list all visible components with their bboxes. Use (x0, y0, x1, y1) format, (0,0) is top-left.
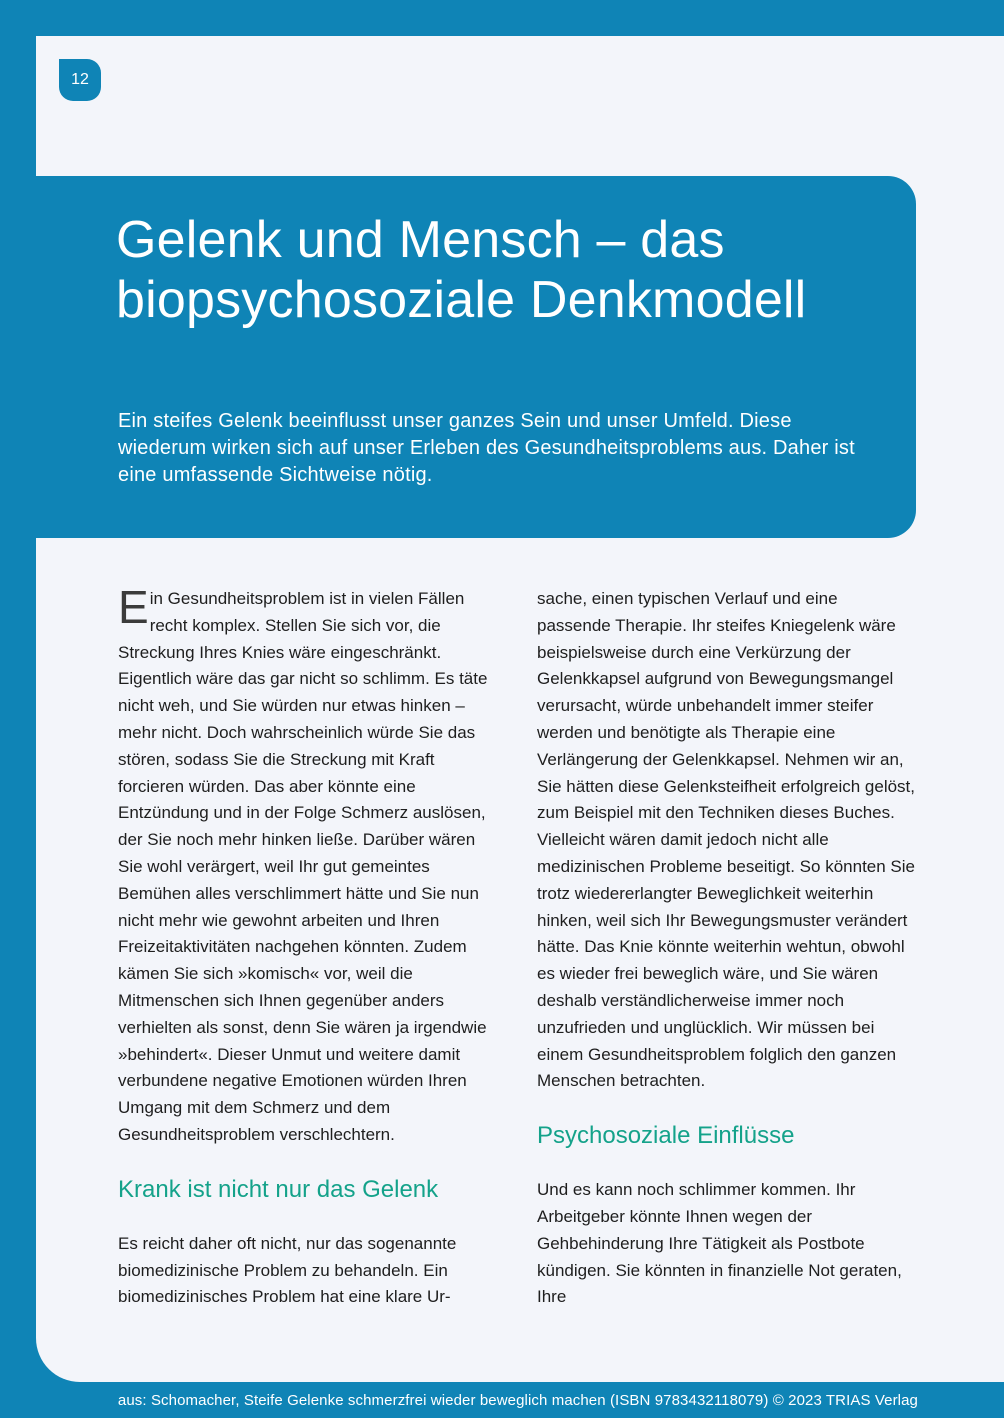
paragraph-biomedical: Es reicht daher oft nicht, nur das sogenannte biomedizinische Problem zu behandeln. Ein biomedizinisches Problem hat eine klare Ur- (118, 1233, 457, 1307)
chapter-title: Gelenk und Mensch – das biopsychosoziale Denkmodell (116, 211, 807, 329)
paragraph-psychosocial: Und es kann noch schlimmer kommen. Ihr Arbeitgeber könnte Ihnen wegen der Gehbehinderung Ihre Tätigkeit als Postbote kündigen. Sie könnten in finanzielle Not geraten, Ihre (537, 1180, 902, 1307)
text-column-right (537, 586, 915, 1311)
chapter-lead: Ein steifes Gelenk beeinflusst unser ganzes Sein und unser Umfeld. Diese wiederum wirken sich auf unser Erleben des Gesundheitsproblems aus. Daher ist eine umfassende Sichtweise nötig. (118, 410, 855, 486)
chapter-header (36, 176, 916, 538)
source-footer: aus: Schomacher, Steife Gelenke schmerzfrei wieder beweglich machen (ISBN 9783432118079) © 2023 TRIAS Verlag (117, 1392, 918, 1409)
subheading-krank: Krank ist nicht nur das Gelenk (118, 1175, 439, 1203)
text-column-left (118, 581, 496, 1311)
page-number-badge: 12 (59, 59, 101, 101)
paragraph-continuation: sache, einen typischen Verlauf und eine passende Therapie. Ihr steifes Kniegelenk wäre beispielsweise durch eine Verkürzung der Gelenkkapsel aufgrund von Bewegungsmangel verursacht, würde unbehandelt immer steifer werden und benötigte als Therapie eine Verlängerung der Gelenkkapsel. Nehmen wir an, Sie hätten diese Gelenksteifheit erfolgreich gelöst, zum Beispiel mit den Techniken dieses Buches. Vielleicht wären damit jedoch nicht alle medizinischen Probleme beseitigt. So könnten Sie trotz wiedererlangter Beweglichkeit weiterhin hinken, weil sich Ihr Bewegungsmuster verändert hätte. Das Knie könnte weiterhin wehtun, obwohl es wieder frei beweglich wäre, und Sie wären deshalb verständlicherweise immer noch unzufrieden und unglücklich. Wir müssen bei einem Gesundheitsproblem folglich den ganzen Menschen betrachten. (537, 589, 916, 1091)
intro-paragraph-text: in Gesundheitsproblem ist in vielen Fällen recht komplex. Stellen Sie sich vor, die Streckung Ihres Knies wäre eingeschränkt. Eigentlich wäre das gar nicht so schlimm. Es täte nicht weh, und Sie würden nur etwas hinken – mehr nicht. Doch wahrscheinlich würde Sie das stören, sodass Sie die Streckung mit Kraft forcieren würden. Das aber könnte eine Entzündung und in der Folge Schmerz auslösen, der Sie noch mehr hinken ließe. Darüber wären Sie wohl verärgert, weil Ihr gut gemeintes Bemühen alles verschlimmert hätte und Sie nun nicht mehr wie gewohnt arbeiten und Ihren Freizeitaktivitäten nachgehen könnten. Zudem kämen Sie sich »komisch« vor, weil die Mitmenschen sich Ihnen gegenüber anders verhielten als sonst, denn Sie wären ja irgendwie »behindert«. Dieser Unmut und weitere damit verbundene negative Emotionen würden Ihren Umgang mit dem Schmerz und dem Gesundheitsproblem verschlechtern. (118, 589, 488, 1144)
drop-cap: E (118, 581, 149, 633)
intro-paragraph (118, 581, 496, 1149)
subheading-psychosocial: Psychosoziale Einflüsse (537, 1122, 795, 1150)
